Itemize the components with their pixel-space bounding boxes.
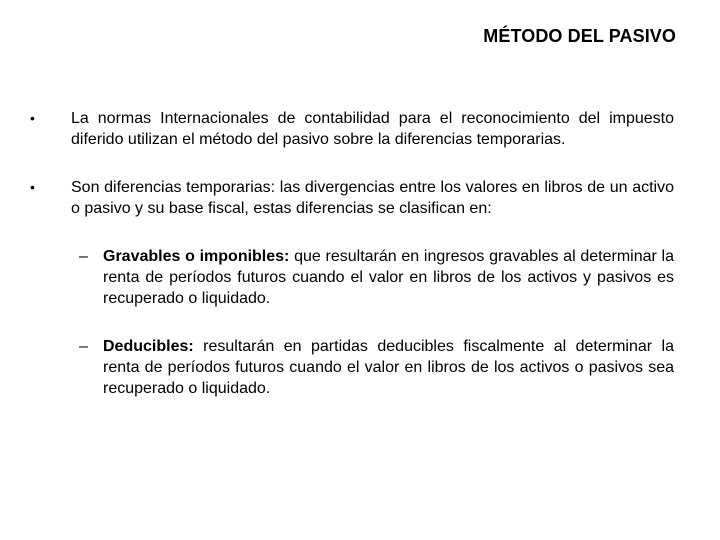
sub-marker: – <box>79 338 88 355</box>
sub-item-gravables <box>79 246 674 309</box>
sub-text: resultarán en partidas deducibles fiscalmente al determinar la renta de períodos futuros cuando el valor en libros de los activos o pasivos sea recuperado o liquidado. <box>103 338 674 397</box>
bullet-item <box>30 108 674 150</box>
sub-text: que resultarán en ingresos gravables al determinar la renta de períodos futuros cuando el valor en libros de los activos y pasivos es recuperado o liquidado. <box>103 248 674 307</box>
bullet-text: La normas Internacionales de contabilidad para el reconocimiento del impuesto diferido utilizan el método del pasivo sobre la diferencias temporarias. <box>71 110 674 148</box>
sub-item-deducibles <box>79 336 674 399</box>
sub-term: Gravables o imponibles: <box>103 248 290 265</box>
slide-title: MÉTODO DEL PASIVO <box>483 26 676 46</box>
bullet-item <box>30 177 674 219</box>
sub-term: Deducibles: <box>103 338 194 355</box>
sub-marker: – <box>79 248 88 265</box>
bullet-text: Son diferencias temporarias: las divergencias entre los valores en libros de un activo o pasivo y su base fiscal, estas diferencias se clasifican en: <box>71 179 674 217</box>
bullet-list <box>30 108 674 426</box>
bullet-marker: • <box>30 110 35 126</box>
bullet-marker: • <box>30 179 35 195</box>
